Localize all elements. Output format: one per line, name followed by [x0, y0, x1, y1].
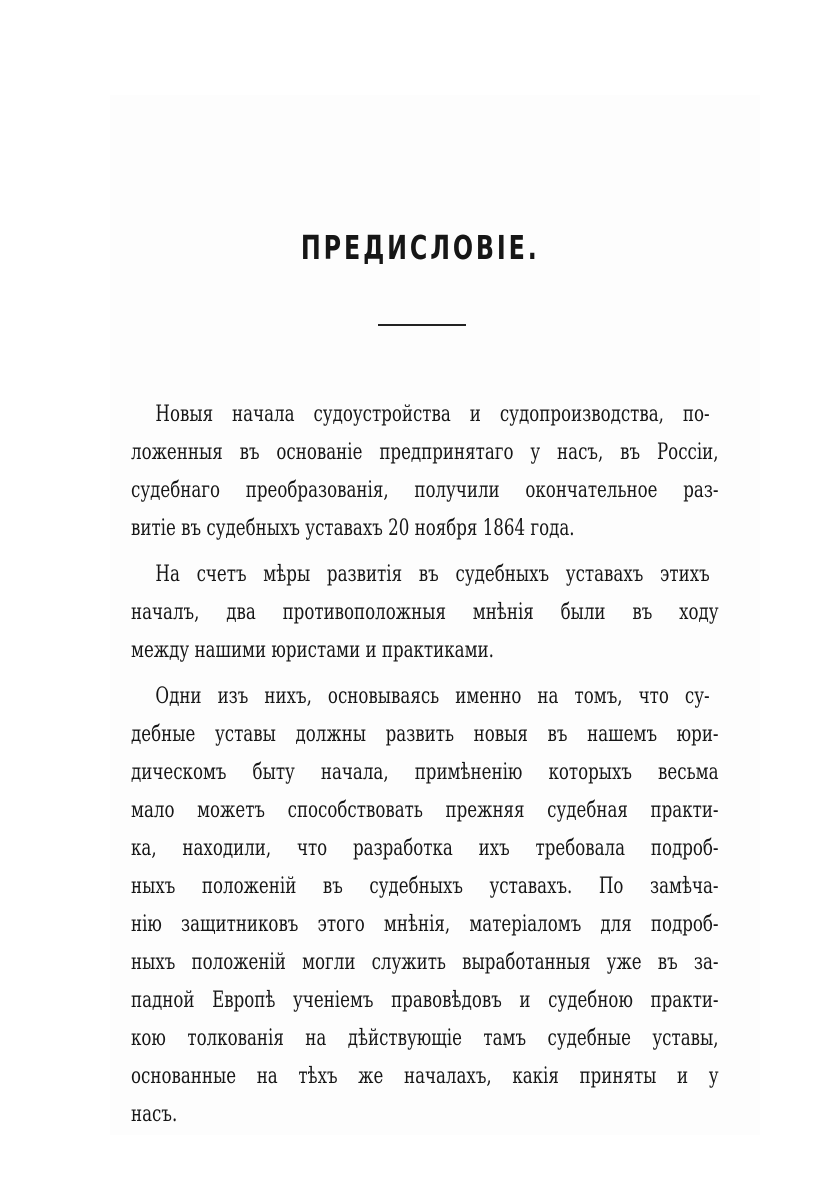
text-line: На счетъ мѣры развитія въ судебныхъ уставахъ этихъ [155, 561, 710, 587]
text-line: насъ. [131, 1101, 178, 1127]
text-line: мало можетъ способствовать прежняя судебная практи- [131, 797, 719, 823]
title-divider [378, 324, 466, 326]
text-line: Новыя начала судоустройства и судопроизводства, по- [155, 401, 710, 427]
text-line: Одни изъ нихъ, основываясь именно на томъ, что су- [155, 683, 710, 709]
paragraph-3 [131, 677, 719, 1133]
text-line: судебнаго преобразованія, получили окончательное раз- [131, 477, 719, 503]
text-line: падной Европѣ ученіемъ правовѣдовъ и судебною практи- [131, 987, 719, 1013]
text-line: нію защитниковъ этого мнѣнія, матеріаломъ для подроб- [131, 911, 719, 937]
text-line: кою толкованія на дѣйствующіе тамъ судебные уставы, [131, 1025, 719, 1051]
text-line: витіе въ судебныхъ уставахъ 20 ноября 1864 года. [131, 515, 575, 541]
text-line: началъ, два противоположныя мнѣнія были въ ходу [131, 599, 719, 625]
text-line: ложенныя въ основаніе предпринятаго у насъ, въ Россіи, [131, 439, 719, 465]
text-line: дебные уставы должны развить новыя въ нашемъ юри- [131, 721, 719, 747]
page-title: ПРЕДИСЛОВІЕ. [300, 228, 540, 267]
text-line: дическомъ быту начала, примѣненію которыхъ весьма [131, 759, 719, 785]
text-line: основанные на тѣхъ же началахъ, какія приняты и у [131, 1063, 719, 1089]
body-text [131, 395, 719, 1141]
text-line: ныхъ положеній могли служить выработанныя уже въ за- [131, 949, 719, 975]
text-line: ка, находили, что разработка ихъ требовала подроб- [131, 835, 719, 861]
text-line: между нашими юристами и практиками. [131, 637, 494, 663]
text-line: ныхъ положеній въ судебныхъ уставахъ. По замѣча- [131, 873, 719, 899]
paragraph-2 [131, 555, 719, 669]
paragraph-1 [131, 395, 719, 547]
